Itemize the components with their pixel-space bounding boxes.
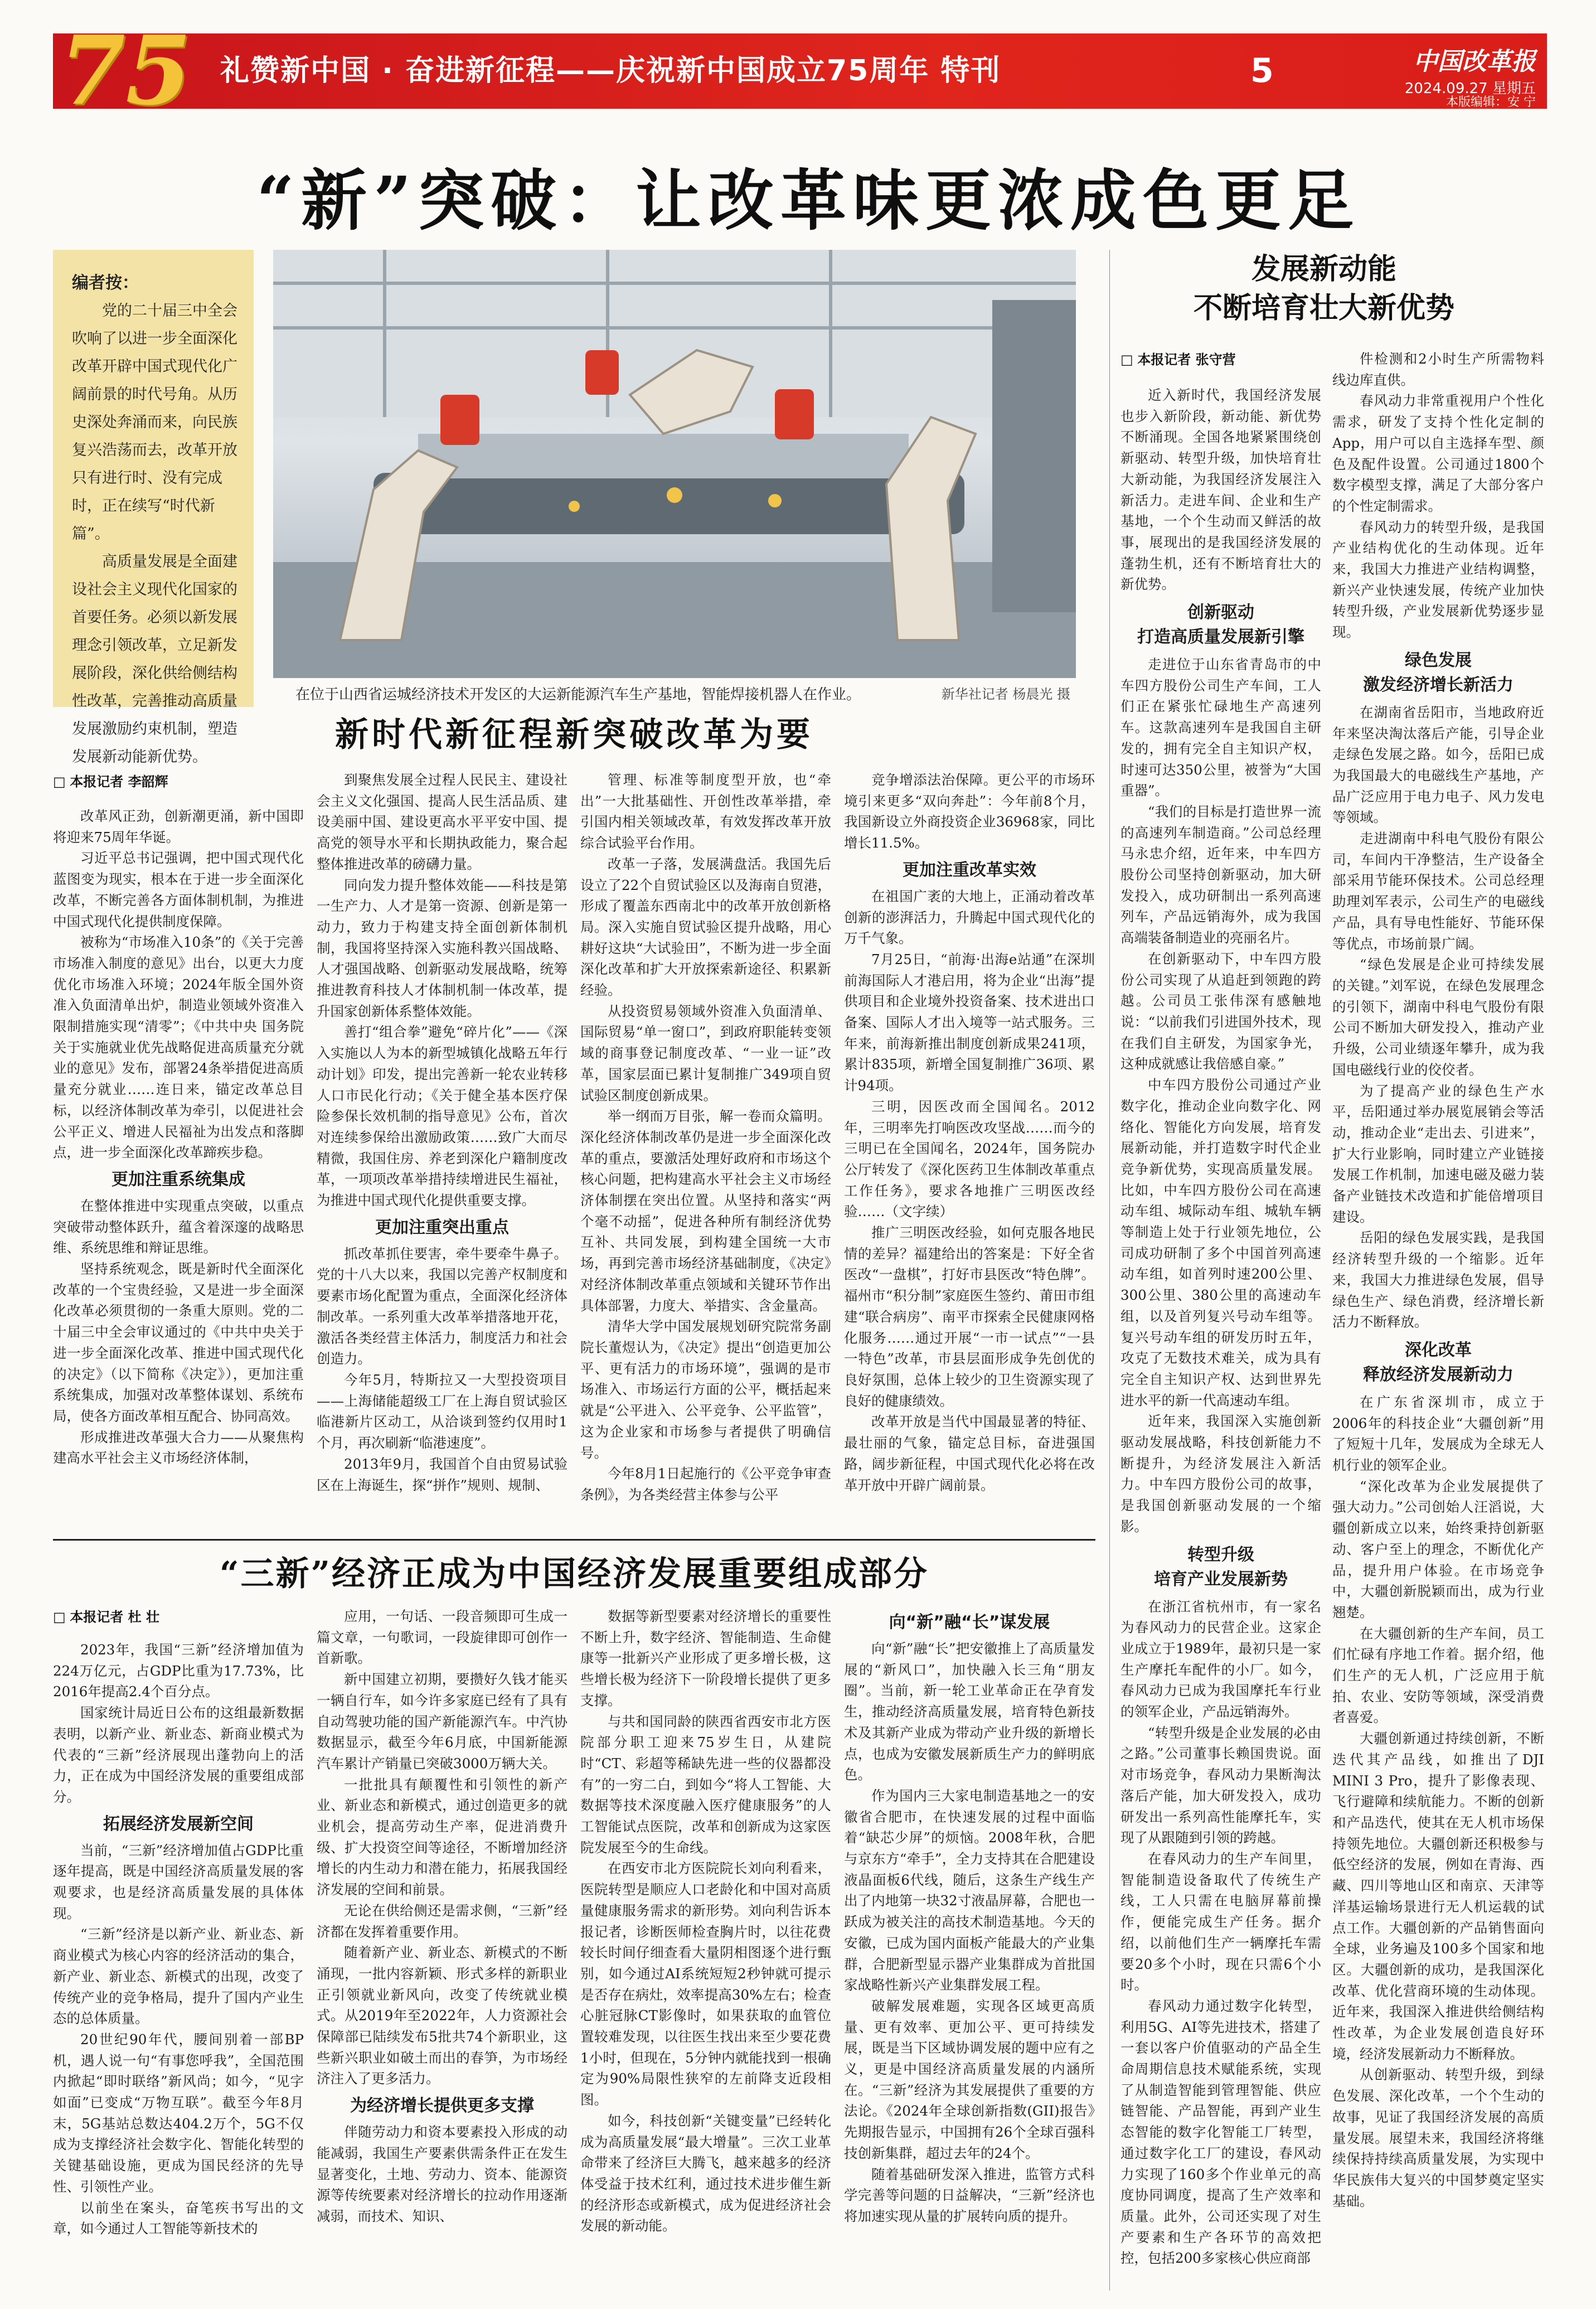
body-paragraph: 善打“组合拳”避免“碎片化”——《深入实施以人为本的新型城镇化战略五年行动计划》印发，提出完善新一轮农业转移人口市民化行动；《关于健全基本医疗保险参保长效机制的指导意见》公布，首次对连续参保给出激励政策……致广大而尽精微，我国住房、养老到深化户籍制度改革，一项项改革举措持续增进民生福祉，为推进中国式现代化提供重要支撑。 <box>317 1024 567 1209</box>
section-heading-line: 释放经济发展新动力 <box>1363 1364 1513 1385</box>
section-divider <box>53 1539 1095 1541</box>
body-paragraph: 在湖南省岳阳市，当地政府近年来坚决淘汰落后产能，引导企业走绿色发展之路。如今，岳阳已成为我国最大的电磁线生产基地，产品广泛应用于电力电子、风力发电等领域。 <box>1332 704 1544 826</box>
body-paragraph: 改革一子落，发展满盘活。我国先后设立了22个自贸试验区以及海南自贸港，形成了覆盖东西南北中的改革开放创新格局。深入实施自贸试验区提升战略，用心耕好这块“大试验田”，不断为进一步全面深化改革和扩大开放探索新途径、积累新经验。 <box>580 855 831 999</box>
body-paragraph: 形成推进改革强大合力——从聚焦构建高水平社会主义市场经济体制， <box>53 1429 304 1466</box>
section-heading: 向“新”融“长”谋发展 <box>889 1613 1050 1632</box>
body-paragraph: 习近平总书记强调，把中国式现代化蓝图变为现实，根本在于进一步全面深化改革，不断完善各方面体制机制，为推进中国式现代化提供制度保障。 <box>53 850 304 930</box>
body-paragraph: 在西安市北方医院院长刘向利看来，医院转型是顺应人口老龄化和中国对高质量健康服务需求的新形势。刘向利告诉本报记者，诊断医师检查胸片时，以往花费较长时间仔细查看大量阴相图逐个进行甄别，如今通过AI系统短短2秒钟就可提示是否存在病灶，效率提高30%左右；检查心脏冠脉CT影像时，如果获取的血管位置较难发现，以往医生找出来至少要花费1小时，但现在，5分钟内就能找到一根确定为90%局限性狭窄的左前降支近段相图。 <box>580 1860 831 2108</box>
body-paragraph: 如今，科技创新“关键变量”已经转化成为高质量发展“最大增量”。三次工业革命带来了经济巨大腾飞，越来越多的经济体受益于技术红利，通过技术进步催生新的经济形态或新模式，成为促进经济社会发展的新动能。 <box>580 2112 831 2234</box>
article1-byline: □ 本报记者 李韶辉 <box>53 771 168 790</box>
section-heading-line: 创新驱动 <box>1187 603 1254 623</box>
body-paragraph: 推广三明医改经验，如何克服各地民情的差异？福建给出的答案是：下好全省医改“一盘棋”，打好市县医改“特色牌”。福州市“积分制”家庭医生签约、莆田市组建“联合病房”、南平市探索全民健康网格化服务……通过开展“一市一试点”“一县一特色”改革，市县层面形成争先创优的良好氛围，总体上较少的卫生资源实现了良好的健康绩效。 <box>844 1224 1095 1409</box>
section-heading-line: 转型升级 <box>1187 1545 1254 1565</box>
body-paragraph: 在整体推进中实现重点突破，以重点突破带动整体跃升，蕴含着深邃的战略思维、系统思维和辩证思维。 <box>53 1197 304 1256</box>
body-paragraph: 改革开放是当代中国最显著的特征、最壮丽的气象，锚定总目标，奋进强国路，阔步新征程，中国式现代化必将在改革开放中开辟广阔前景。 <box>844 1414 1095 1493</box>
body-paragraph: 近入新时代，我国经济发展也步入新阶段，新动能、新优势不断涌现。全国各地紧紧围绕创新驱动、转型升级，加快培育壮大新动能，为我国经济发展注入新活力。走进车间、企业和生产基地，一个个生动而又鲜活的故事，展现出的是我国经济发展的蓬勃生机，还有不断培育壮大的新优势。 <box>1120 387 1321 593</box>
body-paragraph: 破解发展难题，实现各区域更高质量、更有效率、更加公平、更可持续发展，既是当下区域协调发展的题中应有之义，更是中国经济高质量发展的内涵所在。“三新”经济为其发展提供了重要的方法论。《2024年全球创新指数(GII)报告》先期报告显示，中国拥有26个全球百强科技创新集群，超过去年的24个。 <box>844 1997 1095 2161</box>
body-paragraph: 岳阳的绿色发展实践，是我国经济转型升级的一个缩影。近年来，我国大力推进绿色发展，倡导绿色生产、绿色消费，经济增长新活力不断释放。 <box>1332 1229 1544 1330</box>
section-heading <box>1120 1543 1321 1592</box>
article2-column-2 <box>317 1606 567 2286</box>
body-paragraph: 无论在供给侧还是需求侧，“三新”经济都在发挥着重要作用。 <box>317 1902 567 1940</box>
article3-title-line-1: 发展新动能 <box>1251 252 1396 286</box>
welding-robots-illustration <box>273 250 1076 678</box>
banner-title: 礼赞新中国 · 奋进新征程——庆祝新中国成立75周年 特刊 <box>220 54 1001 88</box>
editor-note-label: 编者按： <box>72 273 139 293</box>
body-paragraph: 抓改革抓住要害，牵牛要牵牛鼻子。党的十八大以来，我国以完善产权制度和要素市场化配置为重点，全面深化经济体制改革。一系列重大改革举措落地开花，激活各类经营主体活力，制度活力和社会创造力。 <box>317 1245 567 1367</box>
article1-column-3 <box>580 769 831 1531</box>
photo-caption: 在位于山西省运城经济技术开发区的大运新能源汽车生产基地，智能焊接机器人在作业。 <box>295 686 861 703</box>
body-paragraph: 20世纪90年代，腰间别着一部BP机，遇人说一句“有事您呼我”，全国范围内掀起“即时联络”新风尚；如今，“见字如面”已变成“万物互联”。截至今年8月末，5G基站总数达404.2万个，5G不仅成为支撑经济社会数字化、智能化转型的关键基础设施，更成为国民经济的先导性、引领性产业。 <box>53 2031 304 2195</box>
body-paragraph: 坚持系统观念，既是新时代全面深化改革的一个宝贵经验，又是进一步全面深化改革必须贯彻的一条重大原则。党的二十届三中全会审议通过的《中共中央关于进一步全面深化改革、推进中国式现代化的决定》（以下简称《决定》），更加注重系统集成，加强对改革整体谋划、系统布局，使各方面改革相互配合、协同高效。 <box>53 1261 304 1424</box>
body-paragraph: 伴随劳动力和资本要素投入形成的动能减弱，我国生产要素供需条件正在发生显著变化，土地、劳动力、资本、能源资源等传统要素对经济增长的拉动作用逐渐减弱，而技术、知识、 <box>317 2124 567 2224</box>
body-paragraph: 走进湖南中科电气股份有限公司，车间内干净整洁，生产设备全部采用节能环保技术。公司总经理助理刘军表示，公司生产的电磁线产品，具有导电性能好、节能环保等优点，市场前景广阔。 <box>1332 830 1544 952</box>
body-paragraph: 同向发力提升整体效能——科技是第一生产力、人才是第一资源、创新是第一动力，致力于构建支持全面创新体制机制，我国将坚持深入实施科教兴国战略、人才强国战略、创新驱动发展战略，统筹推进教育科技人才体制机制一体改革，提升国家创新体系整体效能。 <box>317 877 567 1019</box>
article3-column-2 <box>1332 348 1544 2286</box>
section-heading-line: 培育产业发展新势 <box>1154 1569 1288 1589</box>
body-paragraph: 在春风动力的生产车间里，智能制造设备取代了传统生产线，工人只需在电脑屏幕前操作，便能完成生产任务。据介绍，以前他们生产一辆摩托车需要20多个小时，现在只需6个小时。 <box>1120 1851 1321 1993</box>
article3-byline: □ 本报记者 张守营 <box>1120 348 1236 368</box>
body-paragraph: 从投资贸易领域外资准入负面清单、国际贸易“单一窗口”，到政府职能转变领域的商事登记制度改革、“一业一证”改革，国家层面已累计复制推广349项自贸试验区制度创新成果。 <box>580 1003 831 1103</box>
body-paragraph: 近年来，我国深入实施创新驱动发展战略，科技创新能力不断提升，为经济发展注入新活力。中车四方股份公司的故事，是我国创新驱动发展的一个缩影。 <box>1120 1413 1321 1535</box>
body-paragraph: “我们的目标是打造世界一流的高速列车制造商。”公司总经理马永忠介绍，近年来，中车四方股份公司坚持创新驱动，加大研发投入，成功研制出一系列高速列车，产品远销海外，成为我国高端装备制造业的亮丽名片。 <box>1120 803 1321 946</box>
body-paragraph: 新中国建立初期，要攒好久钱才能买一辆自行车，如今许多家庭已经有了具有自动驾驶功能的国产新能源汽车。中汽协数据显示，截至今年6月底，中国新能源汽车累计产销量已突破3000万辆大关。 <box>317 1671 567 1771</box>
body-paragraph: 2023年，我国“三新”经济增加值为224万亿元，占GDP比重为17.73%，比2016年提高2.4个百分点。 <box>53 1642 304 1700</box>
body-paragraph: 春风动力通过数字化转型，利用5G、AI等先进技术，搭建了一套以客户价值驱动的产品全生命周期信息技术赋能系统，实现了从制造智能到管理智能、供应链智能、产品智能，再到产业生态智能的数字化智能工厂转型，通过数字化工厂的建设，春风动力实现了160多个作业单元的高度协同调度，提高了生产效率和质量。此外，公司还实现了对生产要素和生产各环节的高效把控，包括200多家核心供应商部 <box>1120 1997 1321 2267</box>
body-paragraph: 从创新驱动、转型升级，到绿色发展、深化改革，一个个生动的故事，见证了我国经济发展的高质量发展。展望未来，我国经济将继续保持持续高质量发展，为实现中华民族伟大复兴的中国梦奠定坚实基础。 <box>1332 2066 1544 2209</box>
article1-column-1 <box>53 806 304 1531</box>
editor-note <box>53 250 254 766</box>
body-paragraph: 春风动力的转型升级，是我国产业结构优化的生动体现。近年来，我国大力推进产业结构调整，新兴产业快速发展，传统产业加快转型升级，产业发展新优势逐步显现。 <box>1332 519 1544 641</box>
article2-column-3 <box>580 1606 831 2286</box>
body-paragraph: 应用，一句话、一段音频即可生成一篇文章，一句歌词，一段旋律即可创作一首新歌。 <box>317 1608 567 1667</box>
page-editor: 本版编辑：安 宁 <box>1446 95 1536 109</box>
body-paragraph: 一批批具有颠覆性和引领性的新产业、新业态和新模式，通过创造更多的就业机会，提高劳动生产率，促进消费升级、扩大投资空间等途径，不断增加经济增长的内生动力和潜在能力，拓展我国经济发展的空间和前景。 <box>317 1776 567 1898</box>
editor-note-paragraph: 党的二十届三中全会吹响了以进一步全面深化改革开辟中国式现代化广阔前景的时代号角。从历史深处奔涌而来，向民族复兴浩荡而去，改革开放只有进行时、没有完成时，正在续写“时代新篇”。 <box>72 302 237 543</box>
body-paragraph: 走进位于山东省青岛市的中车四方股份公司生产车间，工人们正在紧张忙碌地生产高速列车。这款高速列车是我国自主研发的，拥有完全自主知识产权，时速可达350公里，被誉为“大国重器”。 <box>1120 656 1321 799</box>
article1-column-4 <box>844 769 1095 1531</box>
body-paragraph: “深化改革为企业发展提供了强大动力。”公司创始人汪滔说，大疆创新成立以来，始终秉持创新驱动、客户至上的理念，不断优化产品，提升用户体验。在市场竞争中，大疆创新脱颖而出，成为行业翘楚。 <box>1332 1478 1544 1620</box>
article1-column-2 <box>317 769 567 1531</box>
column-divider <box>1109 250 1110 2291</box>
section-heading: 更加注重系统集成 <box>111 1169 245 1189</box>
body-paragraph: 竞争增添法治保障。更公平的市场环境引来更多“双向奔赴”：今年前8个月，我国新设立外商投资企业36968家，同比增长11.5%。 <box>844 772 1095 851</box>
article2-title: “三新”经济正成为中国经济发展重要组成部分 <box>219 1555 929 1594</box>
body-paragraph: 以前坐在案头，奋笔疾书写出的文章，如今通过人工智能等新技术的 <box>53 2199 304 2237</box>
section-heading: 为经济增长提供更多支撑 <box>350 2096 534 2116</box>
section-heading-line: 绿色发展 <box>1405 650 1472 670</box>
body-paragraph: 在创新驱动下，中车四方股份公司实现了从追赶到领跑的跨越。公司员工张伟深有感触地说：“以前我们引进国外技术，现在我们自主研发，为国家争光，这种成就感让我倍感自豪。” <box>1120 950 1321 1072</box>
factory-robot-photo <box>273 250 1076 678</box>
body-paragraph: 春风动力非常重视用户个性化需求，研发了支持个性化定制的App，用户可以自主选择车型、颜色及配件设置。公司通过1800个数字模型支撑，满足了大部分客户的个性定制需求。 <box>1332 393 1544 514</box>
body-paragraph: 7月25日，“前海·出海e站通”在深圳前海国际人才港启用，将为企业“出海”提供项目和企业境外投资备案、技术进出口备案、国际人才出入境等一站式服务。三年来，前海新推出制度创新成果241项，累计835项，新增全国复制推广36项、累计94项。 <box>844 951 1095 1094</box>
body-paragraph: “三新”经济是以新产业、新业态、新商业模式为核心内容的经济活动的集合，新产业、新业态、新模式的出现，改变了传统产业的竞争格局，提升了国内产业生态的总体质量。 <box>53 1926 304 2027</box>
body-paragraph: “绿色发展是企业可持续发展的关键。”刘军说，在绿色发展理念的引领下，湖南中科电气股份有限公司不断加大研发投入，推动产业升级，公司业绩逐年攀升，成为我国电磁线行业的佼佼者。 <box>1332 956 1544 1078</box>
body-paragraph: 数据等新型要素对经济增长的重要性不断上升，数字经济、智能制造、生命健康等一批新兴产业形成了更多增长极，这些增长极为经济下一阶段增长提供了更多支撑。 <box>580 1608 831 1708</box>
editor-note-paragraph: 高质量发展是全面建设社会主义现代化国家的首要任务。必须以新发展理念引领改革，立足新发展阶段，深化供给侧结构性改革，完善推动高质量发展激励约束机制，塑造发展新动能新优势。 <box>72 553 237 766</box>
body-paragraph: 在大疆创新的生产车间，员工们忙碌有序地工作着。据介绍，他们生产的无人机，广泛应用于航拍、农业、安防等领域，深受消费者喜爱。 <box>1332 1625 1544 1726</box>
section-heading: 更加注重改革实效 <box>903 860 1036 880</box>
body-paragraph: 随着新产业、新业态、新模式的不断涌现，一批内容新颖、形式多样的新职业正引领就业新风向，改变了传统就业模式。从2019年至2022年，人力资源社会保障部已陆续发布5批共74个新职业，这些新兴职业如破土而出的春笋，为市场经济注入了更多活力。 <box>317 1944 567 2087</box>
section-heading-line: 激发经济增长新活力 <box>1363 675 1513 695</box>
body-paragraph: 件检测和2小时生产所需物料线边库直供。 <box>1332 351 1544 388</box>
body-paragraph: 三明，因医改而全国闻名。2012年，三明率先打响医改攻坚战……而今的三明已在全国闻名，2024年，国务院办公厅转发了《深化医药卫生体制改革重点工作任务》，要求各地推广三明医改经验……（文字续） <box>844 1098 1095 1220</box>
article3-column-1 <box>1120 385 1321 2286</box>
body-paragraph: 在广东省深圳市，成立于2006年的科技企业“大疆创新”用了短短十几年，发展成为全球无人机行业的领军企业。 <box>1332 1393 1544 1474</box>
article2-column-1 <box>53 1639 304 2286</box>
section-heading <box>1332 648 1544 698</box>
body-paragraph: “转型升级是企业发展的必由之路。”公司董事长赖国贵说。面对市场竞争，春风动力果断淘汰落后产能，加大研发投入，成功研发出一系列高性能摩托车，实现了从跟随到引领的跨越。 <box>1120 1724 1321 1846</box>
body-paragraph: 到聚焦发展全过程人民民主、建设社会主义文化强国、提高人民生活品质、建设美丽中国、建设更高水平平安中国、提高党的领导水平和长期执政能力，聚合起整体推进改革的磅礴力量。 <box>317 772 567 872</box>
body-paragraph: 向“新”融“长”把安徽推上了高质量发展的“新风口”，加快融入长三角“朋友圈”。当前，新一轮工业革命正在孕育发生，推动经济高质量发展，培育特色新技术及其新产业成为带动产业升级的新增长点，也成为安徽发展新质生产力的鲜明底色。 <box>844 1640 1095 1783</box>
article1-title: 新时代新征程新突破改革为要 <box>335 715 813 754</box>
article2-byline: □ 本报记者 杜 壮 <box>53 1606 159 1625</box>
article3-title-line-2: 不断培育壮大新优势 <box>1193 291 1454 325</box>
section-heading <box>1120 601 1321 650</box>
page-banner <box>53 15 1547 127</box>
section-heading: 更加注重突出重点 <box>375 1217 509 1237</box>
section-heading: 拓展经济发展新空间 <box>103 1814 254 1834</box>
body-paragraph: 国家统计局近日公布的这组最新数据表明，以新产业、新业态、新商业模式为代表的“三新”经济展现出蓬勃向上的活力，正在成为中国经济发展的重要组成部分。 <box>53 1705 304 1805</box>
body-paragraph: 2013年9月，我国首个自由贸易试验区在上海诞生，探“拼作”规则、规制、 <box>317 1455 567 1493</box>
article3-title <box>1120 250 1527 328</box>
body-paragraph: 在浙江省杭州市，有一家名为春风动力的民营企业。这家企业成立于1989年，最初只是一家生产摩托车配件的小厂。如今，春风动力已成为我国摩托车行业的领军企业，产品远销海外。 <box>1120 1598 1321 1720</box>
body-paragraph: 今年8月1日起施行的《公平竞争审查条例》，为各类经营主体参与公平 <box>580 1465 831 1503</box>
body-paragraph: 为了提高产业的绿色生产水平，岳阳通过举办展览展销会等活动，推动企业“走出去、引进来”，扩大行业影响，同时建立产业链接发展工作机制，加速电磁及磁力装备产业链技术改造和扩能倍增项目建设。 <box>1332 1082 1544 1225</box>
photo-credit: 新华社记者 杨晨光 摄 <box>941 686 1070 702</box>
body-paragraph: 清华大学中国发展规划研究院常务副院长董煜认为，《决定》提出“创造更加公平、更有活力的市场环境”，强调的是市场准入、市场运行方面的公平，概括起来就是“公平进入、公平竞争、公平监管”，这为企业家和市场参与者提供了明确信号。 <box>580 1318 831 1461</box>
body-paragraph: 当前，“三新”经济增加值占GDP比重逐年提高，既是中国经济高质量发展的客观要求，也是经济高质量发展的具体体现。 <box>53 1842 304 1921</box>
body-paragraph: 改革风正劲，创新潮更涌，新中国即将迎来75周年华诞。 <box>53 808 304 845</box>
article2-column-4 <box>844 1606 1095 2286</box>
body-paragraph: 中车四方股份公司通过产业数字化，推动企业向数字化、网络化、智能化方向发展，培育发展新动能，并打造数字时代企业竞争新优势，实现高质量发展。比如，中车四方股份公司在高速动车组、城际动车组、城轨车辆等制造上处于行业领先地位，公司成功研制了多个中国首列高速动车组，如首列时速200公里、300公里、380公里的高速动车组，以及首列复兴号动车组等。复兴号动车组的研发历时五年，攻克了无数技术难关，成为具有完全自主知识产权、达到世界先进水平的新一代高速动车组。 <box>1120 1077 1321 1408</box>
body-paragraph: 管理、标准等制度型开放，也“牵出”一大批基础性、开创性改革举措，牵引国内相关领域改革，有效发挥改革开放综合试验平台作用。 <box>580 772 831 851</box>
section-heading-line: 打造高质量发展新引擎 <box>1137 627 1304 647</box>
body-paragraph: 与共和国同龄的陕西省西安市北方医院部分职工迎来75岁生日，从建院时“CT、彩超等稀缺先进一些的仪器都没有”的一穷二白，到如今“将人工智能、大数据等技术深度融入医疗健康服务”的人工智能试点医院，改革和创新成为这家医院发展至今的生命线。 <box>580 1713 831 1856</box>
section-heading <box>1332 1338 1544 1387</box>
body-paragraph: 被称为“市场准入10条”的《关于完善市场准入制度的意见》出台，以更大力度优化市场准入环境；2024年版全国外资准入负面清单出炉，制造业领域外资准入限制措施实现“清零”；《中共中央 国务院关于实施就业优先战略促进高质量充分就业的意见》发布，部署24条举措促进高质量充分就业……连日来，锚定改革总目标，以经济体制改革为牵引，以促进社会公平正义、增进人民福祉为出发点和落脚点，进一步全面深化改革蹄疾步稳。 <box>53 934 304 1161</box>
body-paragraph: 在祖国广袤的大地上，正涌动着改革创新的澎湃活力，升腾起中国式现代化的万千气象。 <box>844 888 1095 947</box>
body-paragraph: 随着基础研发深入推进，监管方式科学完善等问题的日益解决，“三新”经济也将加速实现从量的扩展转向质的提升。 <box>844 2166 1095 2224</box>
body-paragraph: 作为国内三大家电制造基地之一的安徽省合肥市，在快速发展的过程中面临着“缺芯少屏”的烦恼。2008年秋，合肥与京东方“牵手”，全力支持其在合肥建设液晶面板6代线，随后，这条生产线生产出了内地第一块32寸液晶屏幕，合肥也一跃成为被关注的高技术制造基地。今天的安徽，已成为国内面板产能最大的产业集群，合肥新型显示器产业集群成为首批国家战略性新兴产业集群发展工程。 <box>844 1787 1095 1993</box>
body-paragraph: 今年5月，特斯拉又一大型投资项目——上海储能超级工厂在上海自贸试验区临港新片区动工，从洽谈到签约仅用时1个月，再次刷新“临港速度”。 <box>317 1371 567 1451</box>
anniversary-75-logo: 75 <box>59 15 192 127</box>
issue-date: 2024.09.27 星期五 <box>1404 80 1536 97</box>
newspaper-masthead: 中国改革报 <box>1413 47 1536 76</box>
section-heading-line: 深化改革 <box>1405 1340 1472 1360</box>
page-headline: “新”突破：让改革味更浓成色更足 <box>256 162 1360 239</box>
page-number: 5 <box>1250 51 1274 90</box>
body-paragraph: 大疆创新通过持续创新，不断迭代其产品线，如推出了DJI MINI 3 Pro，提升了影像表现、飞行避障和续航能力。不断的创新和产品迭代，使其在无人机市场保持领先地位。大疆创新还积极参与低空经济的发展，例如在青海、西藏、四川等地山区和南京、天津等洋基运输场景进行无人机运载的试点工作。大疆创新的产品销售面向全球，业务遍及100多个国家和地区。大疆创新的成功，是我国深化改革、优化营商环境的生动体现。近年来，我国深入推进供给侧结构性改革，为企业发展创造良好环境，经济发展新动力不断释放。 <box>1332 1730 1544 2062</box>
body-paragraph: 举一纲而万目张，解一卷而众篇明。深化经济体制改革仍是进一步全面深化改革的重点，要激活处理好政府和市场这个核心问题，把构建高水平社会主义市场经济体制摆在突出位置。从坚持和落实“两个毫不动摇”，促进各种所有制经济优势互补、共同发展，到构建全国统一大市场，再到完善市场经济基础制度，《决定》对经济体制改革重点领域和关键环节作出具体部署，力度大、举措实、含金量高。 <box>580 1108 831 1314</box>
